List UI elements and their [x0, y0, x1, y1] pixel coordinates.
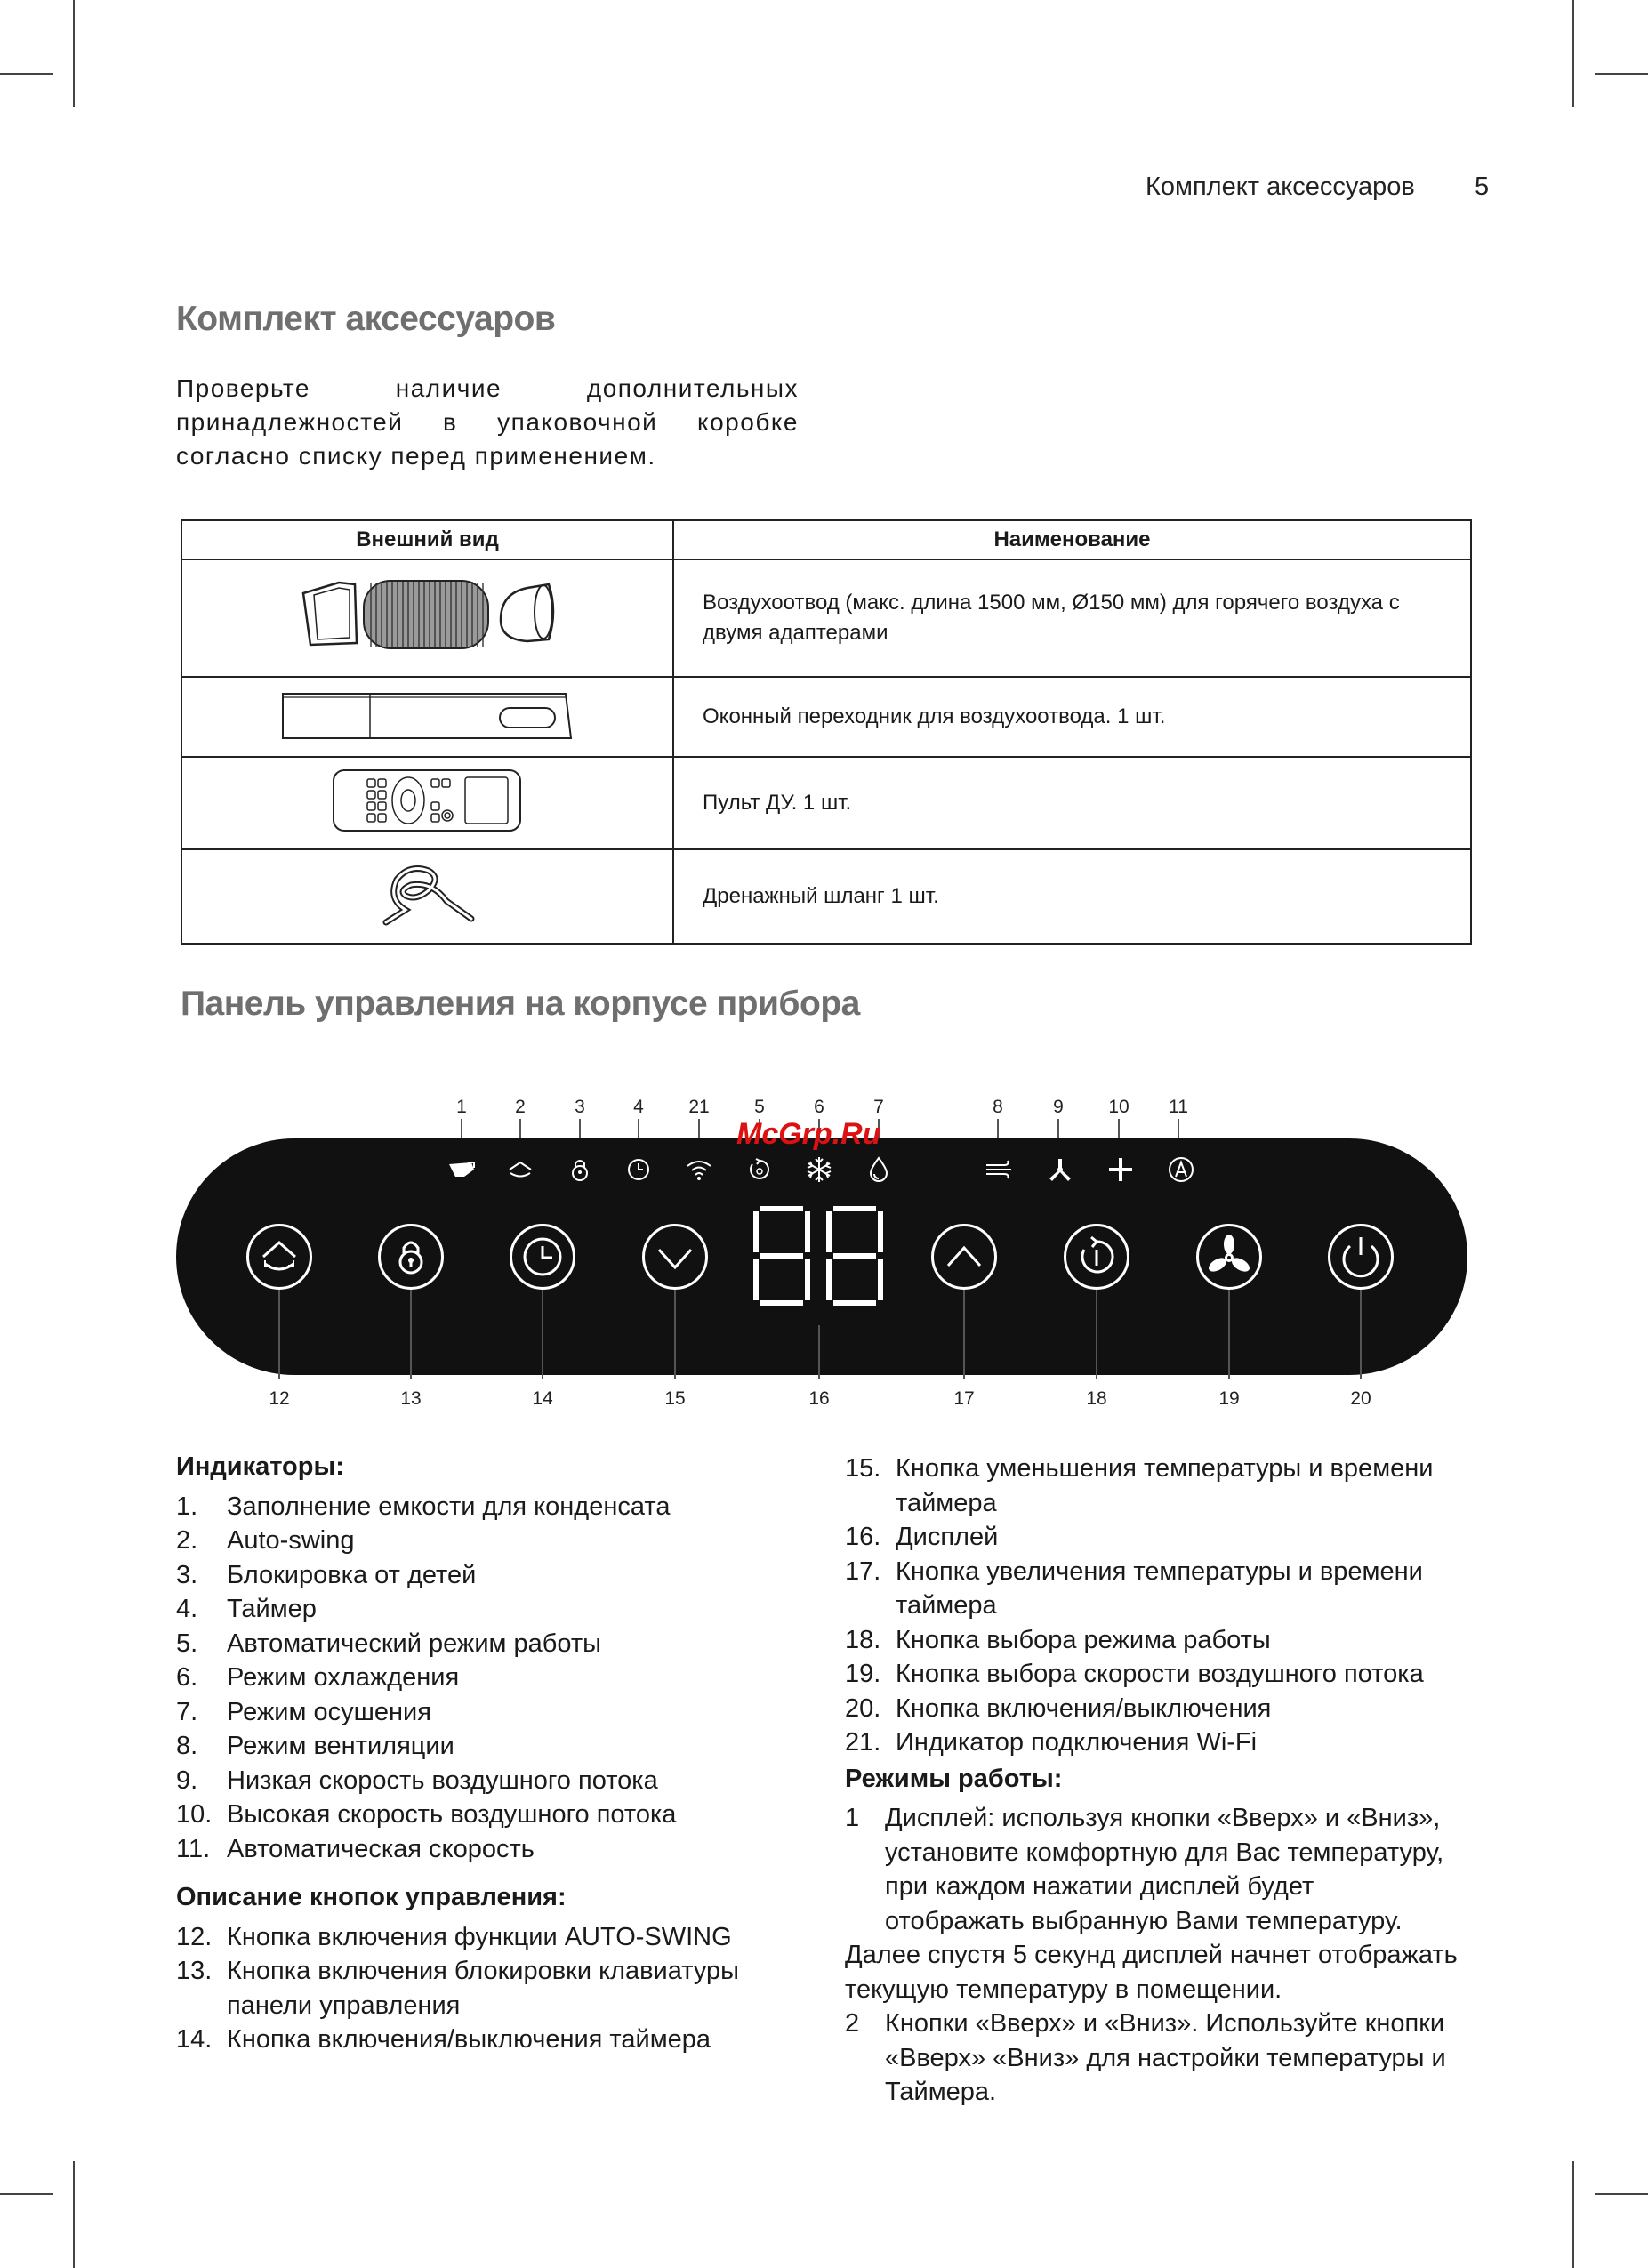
crop-mark — [1572, 0, 1574, 107]
power-button[interactable] — [1328, 1224, 1394, 1290]
item-text: Высокая скорость воздушного потока — [227, 1800, 677, 1829]
item-number: 4. — [176, 1595, 198, 1623]
item-text: Кнопка включения блокировки клавиатуры панели управления — [227, 1957, 740, 2020]
accessories-title: Комплект аксессуаров — [176, 300, 556, 338]
fan-high-icon — [1106, 1155, 1135, 1184]
label-tick — [1096, 1290, 1097, 1379]
auto-swing-button[interactable] — [246, 1224, 312, 1290]
accessories-table — [181, 519, 1472, 945]
crop-mark — [0, 73, 53, 75]
auto-mode-icon — [747, 1157, 772, 1182]
item-text: Кнопка включения/выключения таймера — [227, 2025, 711, 2054]
item-number: 16. — [845, 1523, 881, 1551]
item-number: 21. — [845, 1728, 881, 1757]
label-tick — [579, 1119, 581, 1138]
list-item — [845, 1623, 1459, 1658]
tank-full-icon — [446, 1159, 477, 1180]
remote-control-image — [181, 757, 673, 849]
label-9: 9 — [1053, 1097, 1064, 1117]
auto-speed-icon — [1167, 1155, 1195, 1184]
table-row — [181, 677, 1471, 757]
list-item — [176, 1592, 808, 1627]
column-header-appearance: Внешний вид — [181, 520, 673, 559]
auto-swing-icon — [507, 1160, 534, 1179]
label-tick — [997, 1119, 999, 1138]
timer-icon — [626, 1157, 651, 1182]
temperature-up-button[interactable] — [931, 1224, 997, 1290]
up-button-icon — [934, 1226, 994, 1287]
crop-mark — [0, 2193, 53, 2195]
list-item — [845, 1555, 1459, 1623]
lock-button-icon — [381, 1226, 441, 1287]
page-number: 5 — [1475, 173, 1490, 201]
item-number: 1 — [845, 1804, 860, 1832]
snowflake-icon — [805, 1155, 833, 1184]
swing-button-icon — [249, 1226, 310, 1287]
item-text: Режим осушения — [227, 1697, 431, 1726]
item-number: 19. — [845, 1660, 881, 1688]
label-16: 16 — [808, 1388, 830, 1409]
item-text: Кнопка выбора скорости воздушного потока — [896, 1660, 1424, 1688]
list-item — [176, 1490, 808, 1524]
label-14: 14 — [532, 1388, 553, 1409]
drain-hose-image — [181, 849, 673, 944]
child-lock-icon — [570, 1157, 590, 1182]
label-tick — [1228, 1290, 1230, 1379]
item-text: Автоматическая скорость — [227, 1834, 535, 1863]
label-20: 20 — [1350, 1388, 1371, 1409]
item-text: Кнопка выбора режима работы — [896, 1625, 1271, 1654]
label-tick — [818, 1325, 820, 1379]
mode-button-icon — [1066, 1226, 1127, 1287]
item-number: 10. — [176, 1800, 213, 1829]
item-number: 18. — [845, 1625, 881, 1654]
label-7: 7 — [873, 1097, 884, 1117]
list-item — [176, 1695, 808, 1730]
accessories-intro: Проверьте наличие дополнительных принадлежностей в упаковочной коробке согласно списку перед применением. — [176, 374, 799, 470]
item-number: 12. — [176, 1922, 213, 1951]
crop-mark — [1595, 2193, 1648, 2195]
item-number: 7. — [176, 1697, 198, 1726]
label-tick — [963, 1290, 965, 1379]
label-3: 3 — [575, 1097, 585, 1117]
label-tick — [1360, 1290, 1362, 1379]
modes-list — [845, 1801, 1459, 1938]
item-text: Дисплей: используя кнопки «Вверх» и «Вниз», установите комфортную для Вас температуру, при каждом нажатии дисплей будет отображать выбранную Вами температуру. — [885, 1804, 1444, 1935]
item-number: 13. — [176, 1957, 213, 1985]
wind-icon — [985, 1158, 1015, 1181]
list-item — [845, 1692, 1459, 1726]
crop-mark — [73, 0, 75, 107]
item-number: 2 — [845, 2009, 860, 2038]
list-item — [845, 1657, 1459, 1692]
label-tick — [278, 1290, 280, 1379]
label-4: 4 — [633, 1097, 644, 1117]
list-item — [845, 1801, 1459, 1938]
wifi-icon — [685, 1158, 713, 1181]
item-number: 3. — [176, 1560, 198, 1589]
label-tick — [638, 1119, 639, 1138]
item-text: Блокировка от детей — [227, 1560, 477, 1589]
left-column — [176, 1450, 808, 2057]
item-number: 8. — [176, 1732, 198, 1760]
control-panel-title: Панель управления на корпусе прибора — [181, 985, 860, 1023]
list-item — [845, 1520, 1459, 1555]
modes-paragraph: Далее спустя 5 секунд дисплей начнет отображать текущую температуру в помещении. — [845, 1941, 1458, 2004]
item-text: Дисплей — [896, 1523, 999, 1551]
window-adapter-image — [181, 677, 673, 757]
table-header-row — [181, 520, 1471, 559]
item-number: 2. — [176, 1526, 198, 1555]
item-text: Заполнение емкости для конденсата — [227, 1492, 671, 1521]
item-number: 14. — [176, 2025, 213, 2054]
label-tick — [1118, 1119, 1120, 1138]
down-button-icon — [645, 1226, 705, 1287]
display-value: 88 — [818, 1266, 821, 1267]
label-11: 11 — [1169, 1097, 1188, 1117]
label-tick — [461, 1119, 462, 1138]
list-item — [176, 1627, 808, 1661]
buttons-title: Описание кнопок управления: — [176, 1883, 567, 1911]
timer-button-icon — [512, 1226, 573, 1287]
label-6: 6 — [814, 1097, 824, 1117]
label-2: 2 — [515, 1097, 526, 1117]
item-text: Таймер — [227, 1595, 317, 1623]
label-tick — [1057, 1119, 1059, 1138]
indicators-list — [176, 1490, 808, 1867]
label-tick — [1178, 1119, 1179, 1138]
item-text: Автоматический режим работы — [227, 1629, 601, 1658]
list-item — [176, 1798, 808, 1832]
air-duct-name: Воздухоотвод (макс. длина 1500 мм, Ø150 мм) для горячего воздуха с двумя адаптерами — [673, 559, 1471, 677]
item-number: 1. — [176, 1492, 198, 1521]
timer-button[interactable] — [510, 1224, 575, 1290]
remote-control-name: Пульт ДУ. 1 шт. — [673, 757, 1471, 849]
label-18: 18 — [1086, 1388, 1107, 1409]
item-text: Кнопка увеличения температуры и времени таймера — [896, 1556, 1423, 1620]
list-item — [176, 1558, 808, 1593]
list-item — [845, 2007, 1459, 2110]
item-number: 6. — [176, 1663, 198, 1692]
item-number: 15. — [845, 1454, 881, 1483]
fan-speed-button[interactable] — [1196, 1224, 1262, 1290]
item-text: Индикатор подключения Wi-Fi — [896, 1728, 1258, 1757]
drain-hose-name: Дренажный шланг 1 шт. — [673, 849, 1471, 944]
item-text: Auto-swing — [227, 1526, 355, 1555]
list-item — [176, 1832, 808, 1867]
table-row — [181, 849, 1471, 944]
crop-mark — [73, 2161, 75, 2268]
temperature-display — [752, 1204, 885, 1307]
label-15: 15 — [664, 1388, 686, 1409]
item-text: Кнопка уменьшения температуры и времени таймера — [896, 1454, 1434, 1517]
air-duct-image — [181, 559, 673, 677]
label-tick — [674, 1290, 676, 1379]
item-number: 9. — [176, 1765, 198, 1795]
running-header: Комплект аксессуаров — [1146, 173, 1415, 201]
label-1: 1 — [456, 1097, 467, 1117]
right-column — [845, 1452, 1459, 2110]
label-21: 21 — [688, 1097, 710, 1117]
list-item — [176, 1524, 808, 1558]
list-item — [176, 1954, 808, 2023]
modes-list-2 — [845, 2007, 1459, 2110]
child-lock-button[interactable] — [378, 1224, 444, 1290]
table-row — [181, 559, 1471, 677]
list-item — [176, 1661, 808, 1695]
item-number: 17. — [845, 1556, 881, 1586]
label-tick — [410, 1290, 412, 1379]
item-number: 11. — [176, 1834, 211, 1863]
label-13: 13 — [400, 1388, 422, 1409]
list-item — [176, 2023, 808, 2057]
window-adapter-name: Оконный переходник для воздухоотвода. 1 шт. — [673, 677, 1471, 757]
list-item — [176, 1920, 808, 1955]
label-5: 5 — [754, 1097, 765, 1117]
item-text: Режим охлаждения — [227, 1663, 460, 1692]
label-tick — [519, 1119, 521, 1138]
label-19: 19 — [1218, 1388, 1240, 1409]
label-12: 12 — [269, 1388, 290, 1409]
drop-icon — [868, 1156, 889, 1183]
item-text: Низкая скорость воздушного потока — [227, 1765, 658, 1795]
list-item — [176, 1729, 808, 1764]
crop-mark — [1595, 73, 1648, 75]
item-text: Кнопка включения/выключения — [896, 1693, 1272, 1723]
label-17: 17 — [953, 1388, 975, 1409]
indicators-title: Индикаторы: — [176, 1452, 344, 1481]
item-text: Режим вентиляции — [227, 1732, 454, 1760]
buttons-list-right — [845, 1452, 1459, 1760]
power-button-icon — [1330, 1226, 1391, 1287]
item-text: Кнопка включения функции AUTO-SWING — [227, 1922, 732, 1951]
label-10: 10 — [1108, 1097, 1129, 1117]
column-header-name: Наименование — [673, 520, 1471, 559]
buttons-list-left — [176, 1920, 808, 2057]
label-8: 8 — [993, 1097, 1003, 1117]
item-number: 5. — [176, 1629, 198, 1658]
list-item — [845, 1725, 1459, 1760]
item-text: Кнопки «Вверх» и «Вниз». Используйте кнопки «Вверх» «Вниз» для настройки температуры и Таймера. — [885, 2009, 1446, 2106]
fan-low-icon — [1047, 1157, 1073, 1182]
watermark: McGrp.Ru — [736, 1117, 881, 1151]
temperature-down-button[interactable] — [642, 1224, 708, 1290]
label-tick — [698, 1119, 700, 1138]
crop-mark — [1572, 2161, 1574, 2268]
fan-button-icon — [1199, 1226, 1259, 1287]
table-row — [181, 757, 1471, 849]
item-number: 20. — [845, 1693, 881, 1723]
modes-title: Режимы работы: — [845, 1764, 1063, 1793]
list-item — [845, 1452, 1459, 1520]
label-tick — [542, 1290, 543, 1379]
list-item — [176, 1764, 808, 1798]
mode-button[interactable] — [1064, 1224, 1129, 1290]
